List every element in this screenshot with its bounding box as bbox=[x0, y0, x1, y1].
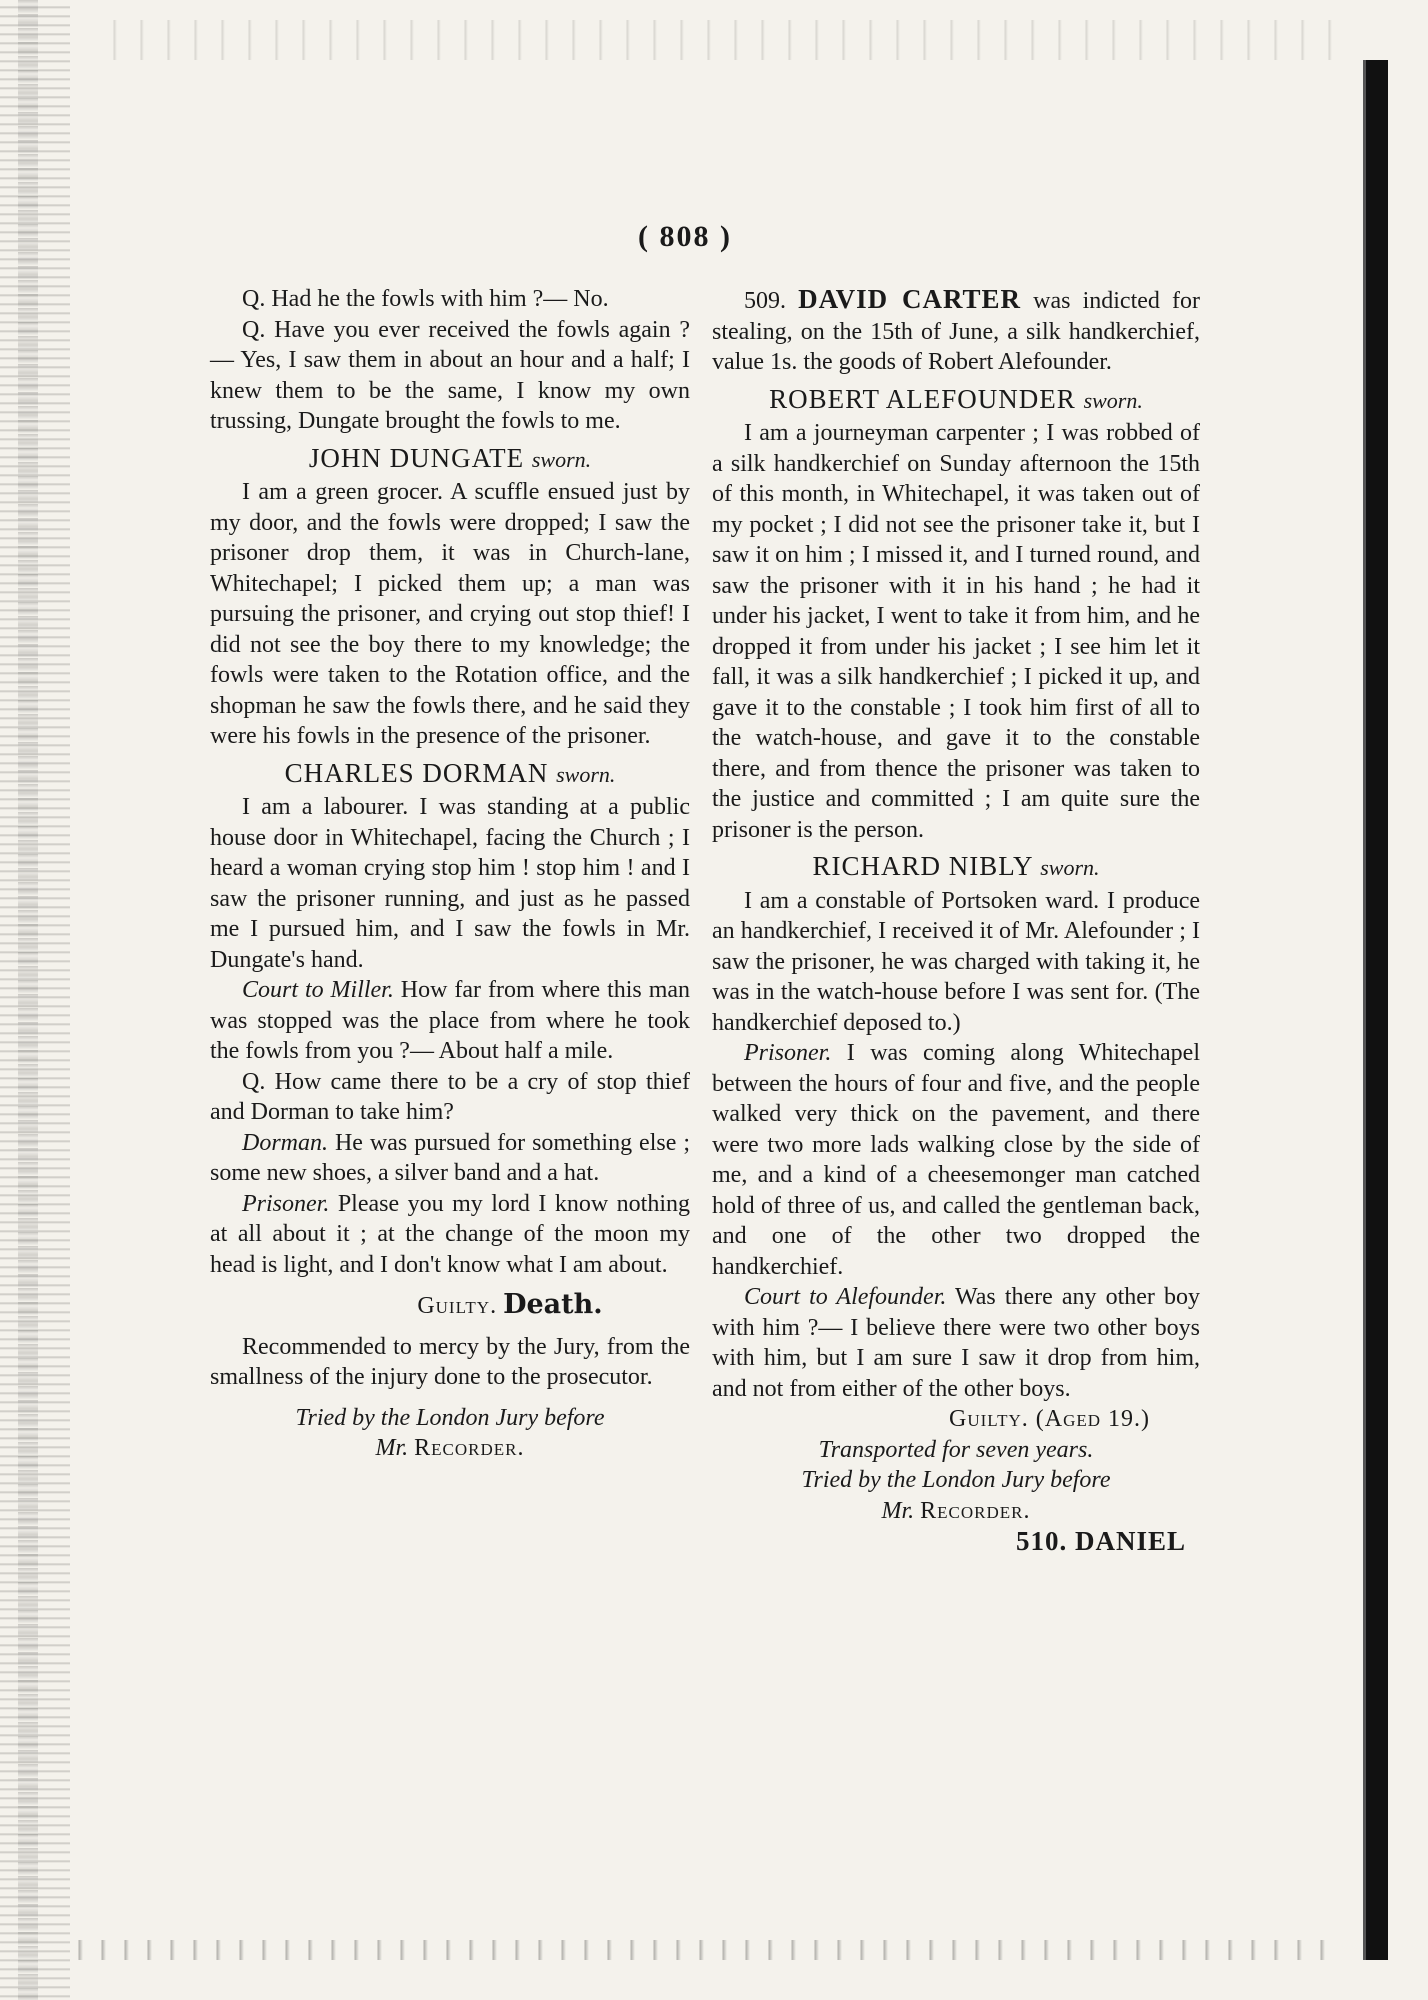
recommendation-paragraph: Recommended to mercy by the Jury, from the smallness of the injury done to the prosecutor. bbox=[210, 1333, 690, 1390]
sentence-line: Transported for seven years. bbox=[818, 1436, 1094, 1463]
paragraph-text: Please you my lord I know nothing at all about it ; at the change of the moon my head is light, and I don't know what I am about. bbox=[210, 1190, 690, 1278]
sentence-label: Death. bbox=[503, 1289, 603, 1320]
sworn-label: sworn. bbox=[1083, 387, 1143, 413]
judge-name: Recorder. bbox=[414, 1435, 525, 1461]
court-question-paragraph bbox=[712, 1282, 1200, 1404]
verdict-line: Guilty. (Aged 19.) bbox=[948, 1406, 1150, 1432]
paragraph-text: Was there any other boy with him ?— I believe there were two other boys with him, but I am sure I saw it drop from him, and not from either of the other boys. bbox=[712, 1284, 1200, 1402]
right-column bbox=[712, 284, 1200, 1557]
prisoner-defence-paragraph bbox=[210, 1189, 690, 1281]
scan-noise-bottom bbox=[60, 1940, 1340, 1960]
witness-name: JOHN DUNGATE bbox=[308, 442, 525, 473]
page-edge-right bbox=[1366, 60, 1388, 1960]
paragraph-text: was indicted for stealing, on the 15th of June, a silk handkerchief, value 1s. the goods of Robert Alefounder. bbox=[712, 288, 1200, 375]
trial-judge-line bbox=[712, 1496, 1200, 1527]
testimony-paragraph: I am a journeyman carpenter ; I was robbed of a silk handkerchief on Sunday afternoon the 15th of this month, in Whitechapel, it was taken out of my pocket ; I did not see the prisoner take it, but I saw it on him ; I missed it, and I turned round, and saw the prisoner with it in his hand ; he had it under his jacket, I went to take it from him, and he dropped it from under his jacket ; I see him let it fall, it was a silk handkerchief ; I picked it up, and gave it to the constable ; I took him first of all to the watch-house, and gave it to the constable there, and from thence the prisoner was taken to the justice and committed ; I am quite sure the prisoner is the person. bbox=[712, 420, 1200, 843]
speaker-label: Prisoner. bbox=[242, 1190, 330, 1217]
defendant-name: DAVID CARTER bbox=[798, 284, 1022, 314]
speaker-label: Court to Alefounder. bbox=[744, 1284, 947, 1310]
witness-heading bbox=[712, 384, 1200, 417]
question-paragraph: Q. Have you ever received the fowls again ?— Yes, I saw them in about an hour and a half; I knew them to be the same, I know my own trussing, Dungate brought the fowls to me. bbox=[210, 316, 690, 434]
question-paragraph: Q. How came there to be a cry of stop thief and Dorman to take him? bbox=[210, 1068, 690, 1125]
witness-heading bbox=[210, 443, 690, 476]
witness-name: RICHARD NIBLY bbox=[812, 851, 1033, 881]
sworn-label: sworn. bbox=[531, 446, 592, 472]
scan-noise-top bbox=[90, 20, 1350, 60]
witness-heading bbox=[712, 851, 1200, 884]
speaker-label: Dorman. bbox=[242, 1129, 329, 1156]
binding-edge-left bbox=[0, 0, 70, 2000]
speaker-label: Court to Miller. bbox=[242, 977, 394, 1003]
court-question-paragraph bbox=[210, 975, 690, 1067]
trial-note: Tried by the London Jury before bbox=[295, 1404, 605, 1431]
witness-answer-paragraph bbox=[210, 1128, 690, 1189]
witness-name: ROBERT ALEFOUNDER bbox=[769, 383, 1076, 414]
witness-name: CHARLES DORMAN bbox=[284, 757, 549, 788]
left-column bbox=[210, 284, 690, 1464]
paragraph-text: How far from where this man was stopped was the place from where he took the fowls from you ?— About half a mile. bbox=[210, 977, 691, 1064]
case-number: 509. bbox=[744, 288, 786, 314]
trial-note: Tried by the London Jury before bbox=[801, 1467, 1111, 1493]
sworn-label: sworn. bbox=[556, 761, 616, 787]
testimony-paragraph: I am a green grocer. A scuffle ensued just by my door, and the fowls were dropped; I saw the prisoner drop them, it was in Church-lane, Whitechapel; I picked them up; a man was pursuing the prisoner, and crying out stop thief! I did not see the boy there to my knowledge; the fowls were taken to the Rotation office, and the shopman he saw the fowls there, and he said they were his fowls in the presence of the prisoner. bbox=[210, 479, 690, 749]
testimony-paragraph: I am a labourer. I was standing at a public house door in Whitechapel, facing the Church ; I heard a woman crying stop him ! stop him ! and I saw the prisoner running, and just as he passed me I pursued him, and I saw the fowls in Mr. Dungate's hand. bbox=[210, 794, 690, 973]
indictment-paragraph bbox=[712, 284, 1200, 378]
catchword: 510. DANIEL bbox=[1015, 1526, 1186, 1556]
judge-title: Mr. bbox=[375, 1435, 409, 1461]
sworn-label: sworn. bbox=[1040, 855, 1100, 880]
paragraph-text: I was coming along Whitechapel between the hours of four and five, and the people walked very thick on the pavement, and there were two more lads walking close by the side of me, and a kind of a cheesemonger man catched hold of three of us, and called the gentleman back, and one of the other two dropped the handkerchief. bbox=[712, 1040, 1200, 1280]
witness-heading bbox=[210, 758, 690, 791]
verdict-label: Guilty. bbox=[417, 1293, 498, 1319]
page-number: ( 808 ) bbox=[638, 220, 732, 253]
question-paragraph: Q. Had he the fowls with him ?— No. bbox=[242, 286, 609, 312]
testimony-paragraph: I am a constable of Portsoken ward. I produce an handkerchief, I received it of Mr. Alefounder ; I saw the prisoner, he was charged with taking it, he was in the watch-house before I was sent for. (The handkerchief deposed to.) bbox=[712, 887, 1200, 1036]
speaker-label: Prisoner. bbox=[744, 1040, 832, 1066]
judge-title: Mr. bbox=[881, 1497, 915, 1524]
trial-judge-line bbox=[210, 1433, 690, 1464]
verdict-line bbox=[210, 1290, 690, 1322]
paragraph-text: He was pursued for something else ; some new shoes, a silver band and a hat. bbox=[210, 1129, 690, 1186]
prisoner-defence-paragraph bbox=[712, 1038, 1200, 1282]
judge-name: Recorder. bbox=[920, 1497, 1031, 1524]
